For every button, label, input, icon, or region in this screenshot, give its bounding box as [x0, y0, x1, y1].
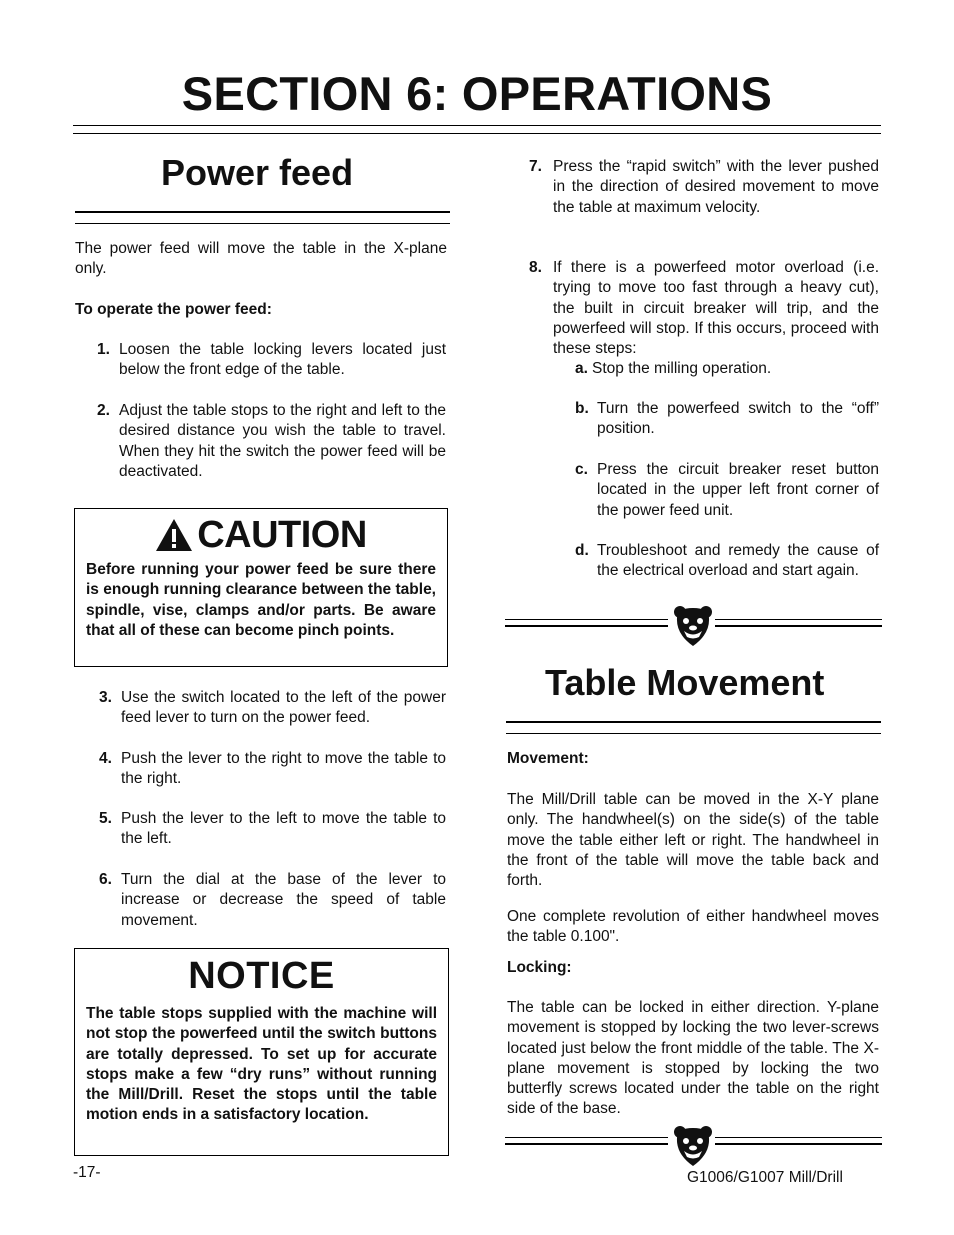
step-item: [97, 401, 446, 482]
step-item: [99, 870, 446, 931]
model-footer: G1006/G1007 Mill/Drill: [687, 1169, 843, 1186]
step-number: 2.: [97, 402, 110, 419]
caution-text: Before running your power feed be sure there is enough running clearance between the table, spindle, vise, clamps and/or parts. Be aware that all of these can become pinch points.: [86, 561, 436, 639]
heading-rule: [75, 211, 450, 224]
step-item: [529, 157, 879, 218]
movement-text: The Mill/Drill table can be moved in the X-Y plane only. The handwheel(s) on the side(s) of the table move the table either left or right. The handwheel in the front of the table will move the table back and forth.: [507, 791, 879, 890]
locking-label: Locking:: [507, 959, 572, 976]
step-text: Push the lever to the left to move the table to the left.: [121, 810, 446, 848]
substep-item: [575, 399, 879, 440]
substep-text: Stop the milling operation.: [592, 360, 772, 377]
title-rule: [73, 125, 881, 126]
substep-text: Turn the powerfeed switch to the “off” position.: [597, 400, 879, 438]
substep-letter: d.: [575, 542, 589, 559]
substep-letter: a.: [575, 360, 588, 377]
caution-header: [75, 515, 447, 555]
step-text: Adjust the table stops to the right and left to the desired distance you wish the table to travel. When they hit the switch the power feed will be deactivated.: [119, 402, 446, 480]
step-item: [99, 688, 446, 729]
step-number: 3.: [99, 689, 112, 706]
caution-title: CAUTION: [197, 514, 367, 556]
substep-letter: b.: [575, 400, 589, 417]
step-item: [99, 809, 446, 850]
step-number: 8.: [529, 259, 542, 276]
substep-text: Press the circuit breaker reset button located in the upper left front corner of the power feed unit.: [597, 461, 879, 519]
power-feed-heading: Power feed: [161, 152, 354, 193]
caution-box: [74, 508, 448, 667]
table-movement-heading: Table Movement: [545, 662, 825, 703]
step-item: [97, 340, 446, 381]
logo-divider: [505, 604, 882, 648]
notice-title: NOTICE: [188, 955, 335, 997]
step-text: If there is a powerfeed motor overload (i.e. trying to move too fast through a heavy cut), the built in circuit breaker will trip, and the powerfeed will stop. If this occurs, proceed with these steps:: [553, 259, 879, 358]
notice-text: The table stops supplied with the machine will not stop the powerfeed until the switch buttons are totally depressed. To set up for accurate stops make a few “dry runs” without running the Mill/Drill. Reset the stops until the table motion ends in a satisfactory location.: [86, 1005, 437, 1124]
step-number: 7.: [529, 158, 542, 175]
logo-divider: [505, 1124, 882, 1168]
section-title: SECTION 6: OPERATIONS: [181, 67, 773, 120]
substep-text: Troubleshoot and remedy the cause of the electrical overload and start again.: [597, 542, 879, 580]
step-text: Loosen the table locking levers located just below the front edge of the table.: [119, 341, 446, 379]
step-number: 5.: [99, 810, 112, 827]
step-item: [529, 258, 879, 359]
movement-label: Movement:: [507, 750, 589, 767]
divider-line: [715, 1137, 882, 1145]
substep-item: [575, 541, 879, 582]
notice-box: [74, 948, 449, 1156]
locking-text: The table can be locked in either direction. Y-plane movement is stopped by locking the two lever-screws located just below the front middle of the table. The X-plane movement is stopped by locking the two butterfly screws located under the table on the right side of the base.: [507, 999, 879, 1118]
warning-triangle-icon: [155, 518, 193, 552]
heading-rule: [506, 721, 881, 734]
divider-line: [505, 619, 668, 627]
step-number: 6.: [99, 871, 112, 888]
operate-label: To operate the power feed:: [75, 301, 272, 318]
substep-item: [575, 460, 879, 521]
substep-letter: c.: [575, 461, 588, 478]
substep-item: [575, 359, 879, 379]
bear-head-icon: [673, 1124, 713, 1168]
title-rule: [73, 133, 881, 134]
step-item: [99, 749, 446, 790]
step-text: Use the switch located to the left of the power feed lever to turn on the power feed.: [121, 689, 446, 727]
page-number: -17-: [73, 1164, 101, 1181]
step-text: Push the lever to the right to move the table to the right.: [121, 750, 446, 788]
divider-line: [715, 619, 882, 627]
step-text: Turn the dial at the base of the lever to increase or decrease the speed of table movement.: [121, 871, 446, 929]
power-feed-intro: The power feed will move the table in the X-plane only.: [75, 240, 447, 278]
bear-head-icon: [673, 604, 713, 648]
divider-line: [505, 1137, 668, 1145]
step-text: Press the “rapid switch” with the lever pushed in the direction of desired movement to move the table at maximum velocity.: [553, 158, 879, 216]
step-number: 4.: [99, 750, 112, 767]
revolution-text: One complete revolution of either handwheel moves the table 0.100".: [507, 908, 879, 946]
step-number: 1.: [97, 341, 110, 358]
